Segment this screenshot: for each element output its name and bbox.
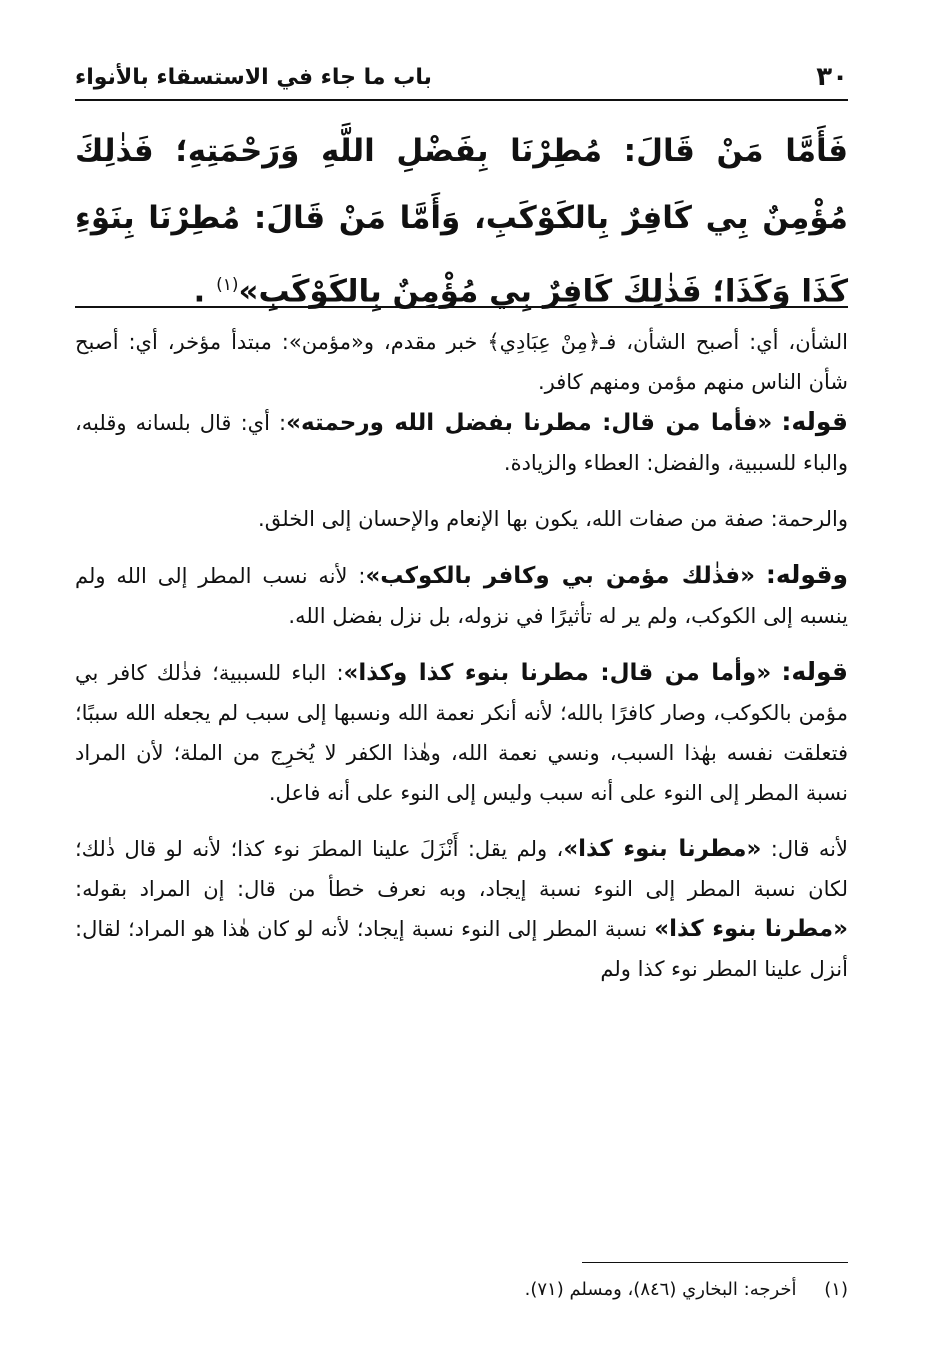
- paragraph-1: الشأن، أي: أصبح الشأن، فـ﴿مِنْ عِبَادِي﴾ خبر مقدم، و«مؤمن»: مبتدأ مؤخر، أي: أصبح شأن الناس منهم مؤمن ومنهم كافر.: [75, 330, 848, 394]
- footnote-text: أخرجه: البخاري (٨٤٦)، ومسلم (٧١).: [524, 1279, 797, 1300]
- running-title: باب ما جاء في الاستسقاء بالأنواء: [75, 64, 432, 90]
- paragraph-2-quote: «فأما من قال: مطرنا بفضل الله ورحمته»: [286, 410, 773, 436]
- paragraph-2: [75, 402, 848, 483]
- hadith-divider: [75, 306, 848, 308]
- commentary: [75, 322, 848, 989]
- paragraph-2-lead: قوله:: [781, 407, 848, 436]
- paragraph-6: [75, 829, 848, 989]
- paragraph-5-text: : الباء للسببية؛ فذٰلك كافر بي مؤمن بالكوكب، وصار كافرًا بالله؛ لأنه أنكر نعمة الله ونسبها إلى سبب لم يجعله الله سببًا؛ فتعلقت نفسه بهٰذا السبب، ونسي نعمة الله، وهٰذا الكفر لا يُخرِج من الملة؛ لأن المراد نسبة المطر إلى النوء على أنه سبب وليس إلى النوء على أنه فاعل.: [75, 661, 848, 805]
- paragraph-6-text-c: نسبة المطر إلى النوء نسبة إيجاد؛ لأنه لو كان هٰذا هو المراد؛ لقال: أنزل علينا المطر نوء كذا ولم: [75, 917, 848, 981]
- paragraph-4: [75, 555, 848, 636]
- paragraph-4-lead: وقوله:: [765, 560, 848, 589]
- footnote-divider: [582, 1262, 848, 1263]
- paragraph-5-lead: قوله:: [781, 657, 848, 686]
- footnote: [75, 1276, 848, 1304]
- paragraph-6-quote-2: «مطرنا بنوء كذا»: [654, 916, 848, 942]
- page-header: [75, 55, 848, 101]
- paragraph-5-quote: «وأما من قال: مطرنا بنوء كذا وكذا»: [343, 660, 772, 686]
- paragraph-6-text-b: ، ولم يقل: أَنْزَلَ علينا المطرَ نوء كذا؛ لأنه لو قال ذٰلك؛ لكان نسبة المطر إلى النوء نسبة إيجاد، وبه نعرف خطأ من قال: إن المراد بقوله:: [75, 837, 848, 901]
- paragraph-5: [75, 652, 848, 813]
- hadith-text: [75, 118, 848, 325]
- paragraph-2-text: : أي: قال بلسانه وقلبه، والباء للسببية، والفضل: العطاء والزيادة.: [75, 411, 848, 475]
- paragraph-4-quote: «فذٰلك مؤمن بي وكافر بالكوكب»: [365, 563, 755, 589]
- paragraph-4-text: : لأنه نسب المطر إلى الله ولم ينسبه إلى الكوكب، ولم ير له تأثيرًا في نزوله، بل نزل بفضل الله.: [75, 564, 848, 628]
- paragraph-3: والرحمة: صفة من صفات الله، يكون بها الإنعام والإحسان إلى الخلق.: [258, 507, 848, 531]
- footnote-ref: (١): [216, 275, 239, 295]
- page-number: ٣٠: [816, 62, 848, 92]
- paragraph-6-quote-1: «مطرنا بنوء كذا»: [563, 836, 762, 862]
- footnote-number: (١): [824, 1279, 848, 1300]
- paragraph-6-text-a: لأنه قال:: [761, 837, 848, 861]
- hadith-body: فَأَمَّا مَنْ قَالَ: مُطِرْنَا بِفَضْلِ اللَّهِ وَرَحْمَتِهِ؛ فَذٰلِكَ مُؤْمِنٌ بِي كَافِرٌ بِالكَوْكَبِ، وَأَمَّا مَنْ قَالَ: مُطِرْنَا بِنَوْءِ كَذَا وَكَذَا؛ فَذٰلِكَ كَافِرٌ بِي مُؤْمِنٌ بِالكَوْكَبِ»: [75, 133, 848, 310]
- hadith-end: .: [193, 273, 206, 310]
